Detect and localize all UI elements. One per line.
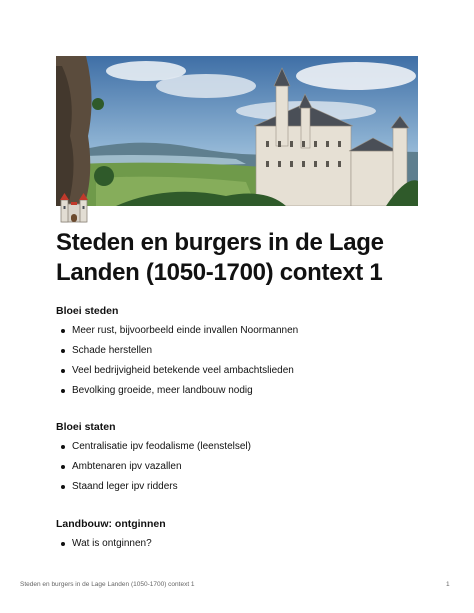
list-item: Veel bedrijvigheid betekende veel ambachtslieden — [56, 365, 298, 385]
section-heading-bloei-staten: Bloei staten — [56, 421, 116, 433]
bullet-list-bloei-staten — [56, 441, 251, 501]
footer-page-number: 1 — [446, 581, 450, 588]
section-heading-bloei-steden: Bloei steden — [56, 305, 119, 317]
list-item: Schade herstellen — [56, 345, 298, 365]
castle-emoji-icon — [58, 192, 90, 224]
list-item: Meer rust, bijvoorbeeld einde invallen Noormannen — [56, 325, 298, 345]
cover-image — [56, 56, 418, 206]
page-title: Steden en burgers in de Lage Landen (1050-1700) context 1 — [56, 229, 384, 286]
bullet-list-landbouw — [56, 538, 152, 558]
list-item: Ambtenaren ipv vazallen — [56, 461, 251, 481]
list-item: Staand leger ipv ridders — [56, 481, 251, 501]
list-item: Bevolking groeide, meer landbouw nodig — [56, 385, 298, 405]
list-item: Centralisatie ipv feodalisme (leenstelsel) — [56, 441, 251, 461]
section-heading-landbouw: Landbouw: ontginnen — [56, 518, 166, 530]
footer-document-title: Steden en burgers in de Lage Landen (1050-1700) context 1 — [20, 581, 195, 588]
list-item: Wat is ontginnen? — [56, 538, 152, 558]
bullet-list-bloei-steden — [56, 325, 298, 405]
